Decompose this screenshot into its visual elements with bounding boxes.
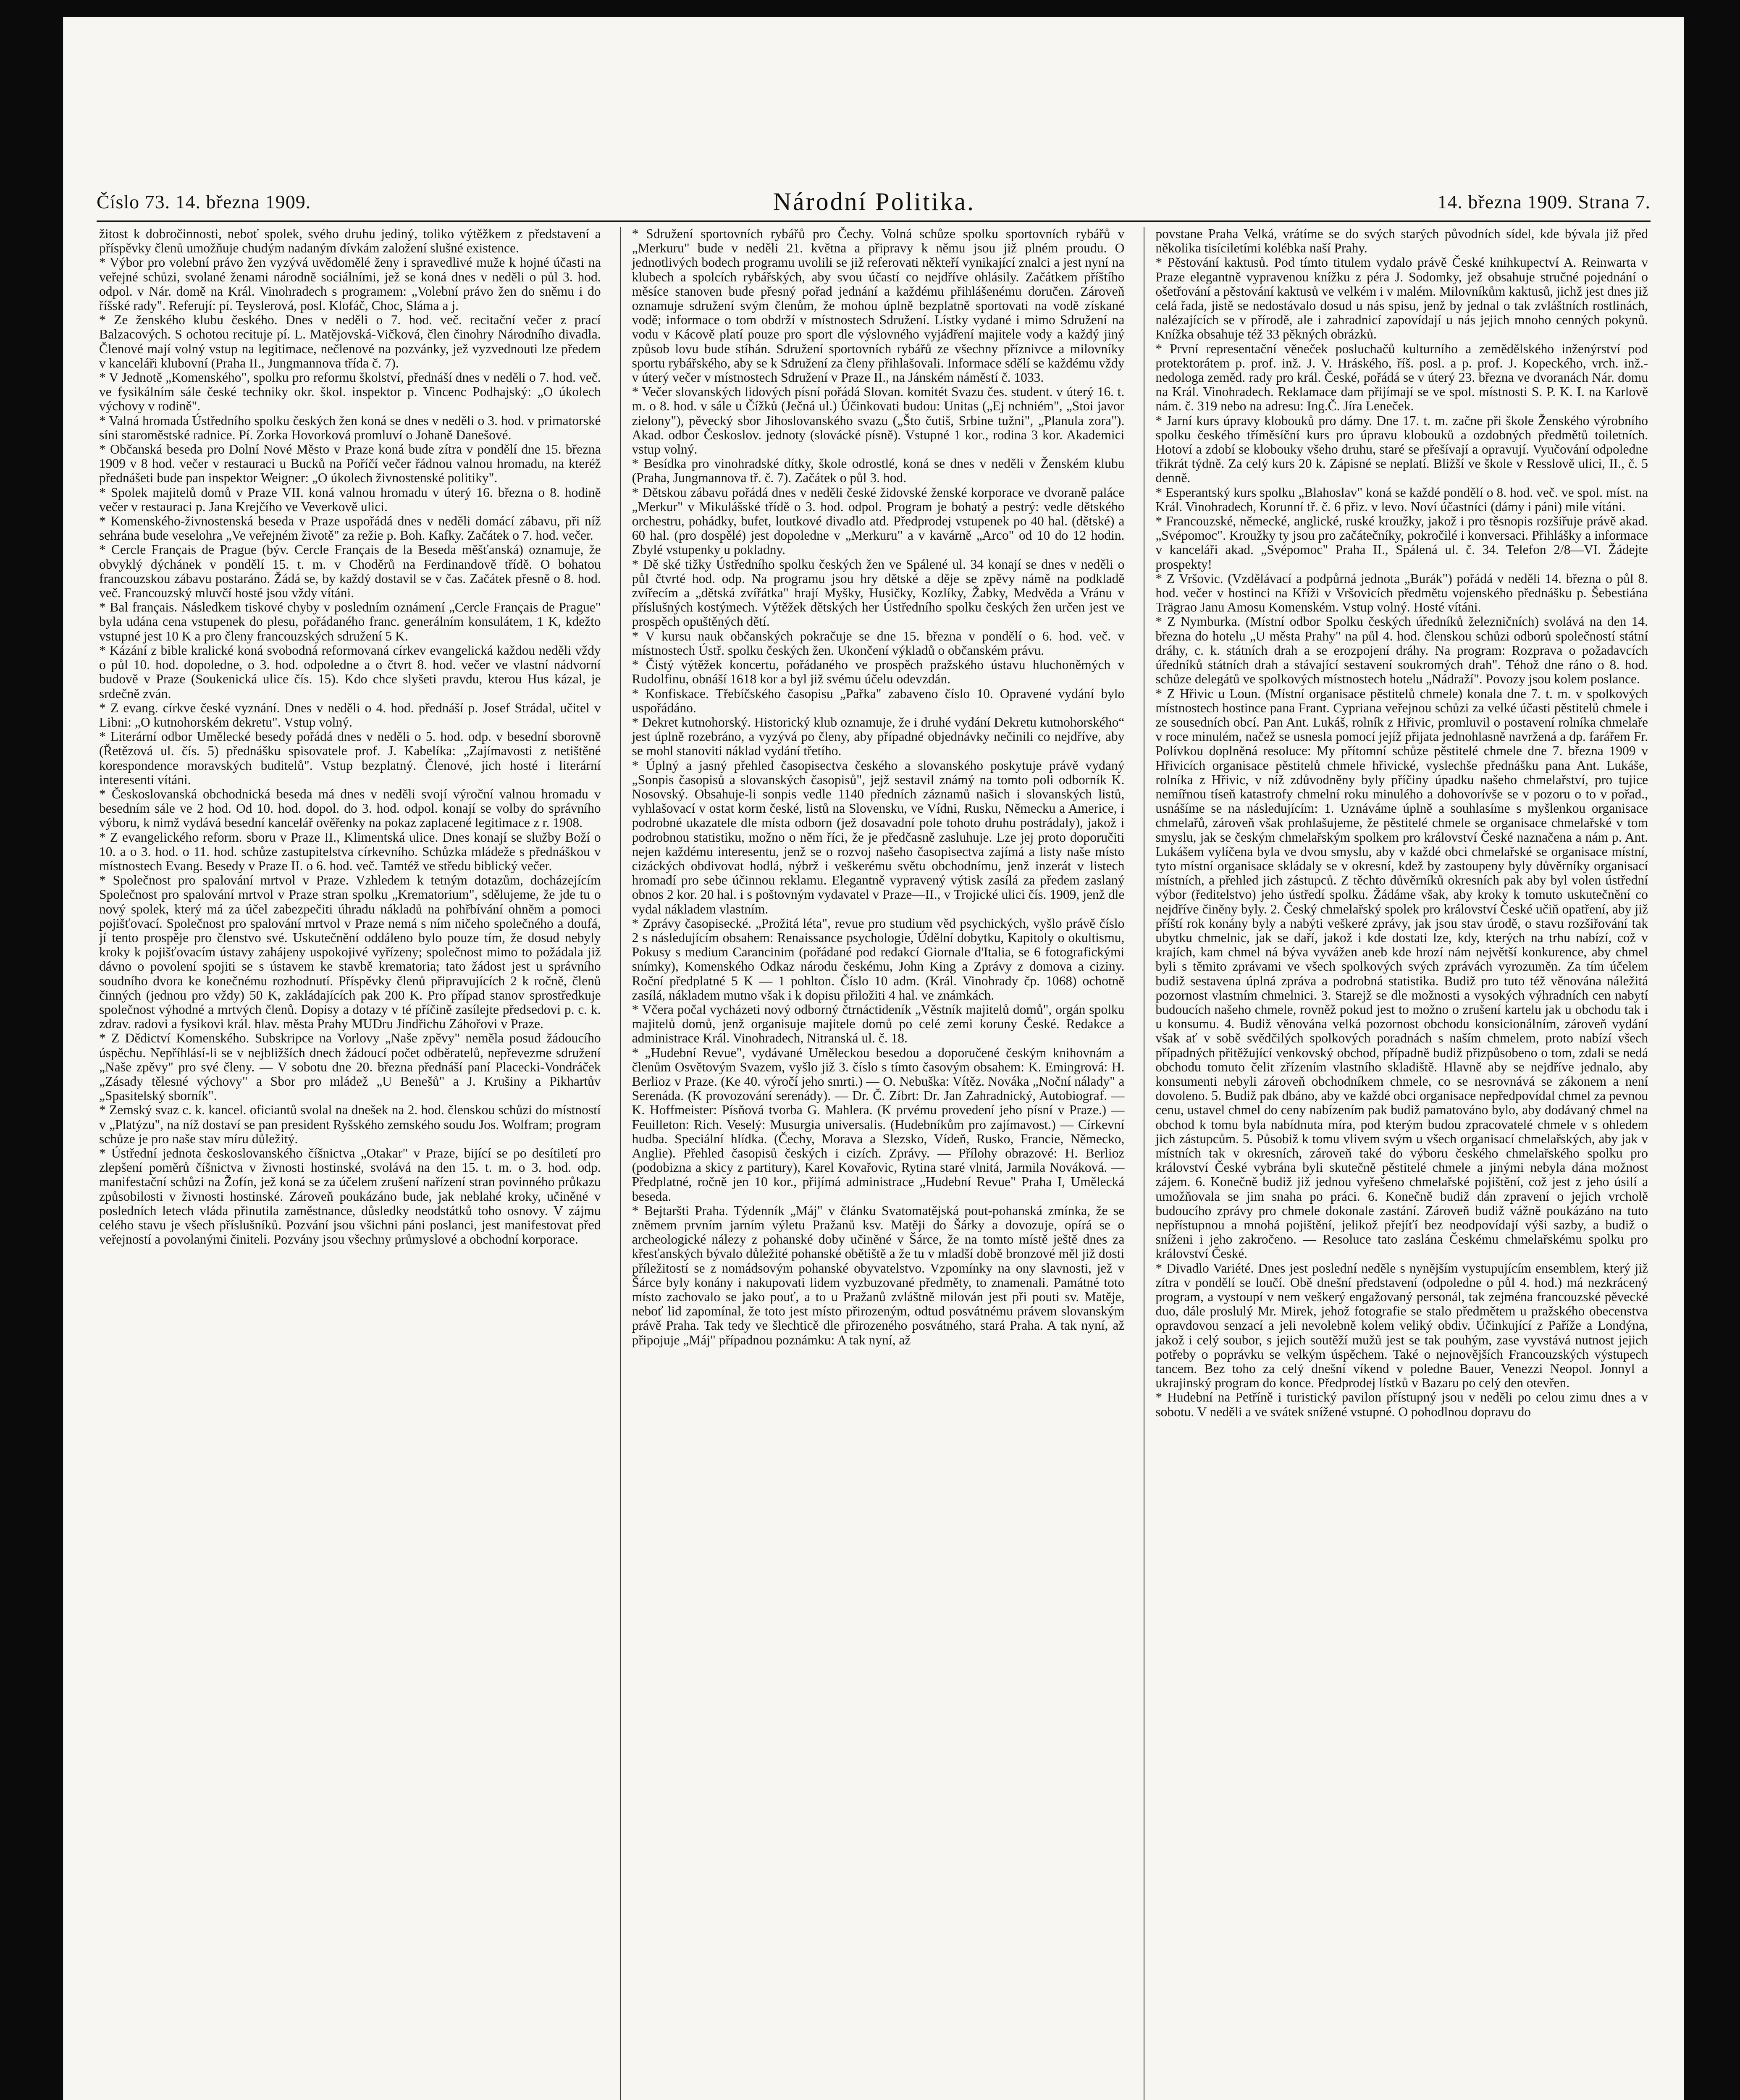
newspaper-page [63, 17, 1684, 2100]
column-1 [97, 227, 604, 2100]
column-2-text: * Sdružení sportovních rybářů pro Čechy. Volná schůze spolku sportovních rybářů v „Merkuru" bude v neděli 21. května a připravy k němu jsou již plném proudu. O jednotlivých bodech programu uvolili se již referovati někteří vynikající znalci a jest nyní na klubech a spolcích rybářských, aby svou účastí co nejdříve ohlásily. Začátkem příštího měsíce stanoven bude přesný pořad jednání a každému přihlášenému doručen. Zároveň oznamuje sdružení svým členům, že mohou úplně bezplatně sportovati na vodě získané vodě; informace o tom obdrží v místnostech Sdružení. Lístky vydané i mimo Sdružení na vodu v Kácově platí pouze pro sport dle výslovného vyjádření majitele vody a každý jiný způsob lovu bude stíhán. Sdružení sportovních rybářů ze všechny příznivce a milovníky sportu rybářského, aby se k Sdružení za členy přihlašovali. Informace sdělí se každému vždy v úterý večer v místnostech Sdružení v Praze II., na Jánském náměstí č. 1033. * Večer slovanských lidových písní pořádá Slovan. komitét Svazu čes. student. v úterý 16. t. m. o 8. hod. v sále u Čížků (Ječná ul.) Účinkovati budou: Unitas („Ej nchniém", „Stoi javor zielony"), pěvecký sbor Jihoslovanského svazu („Što čutiš, Srbine tužni", „Planula zora"). Akad. odbor Českoslov. jednoty (slovácké písně). Vstupné 1 kor., rodina 3 kor. Akademici vstup volný. * Besídka pro vinohradské dítky, škole odrostlé, koná se dnes v neděli v Ženském klubu (Praha, Jungmannova tř. č. 7). Začátek o půl 3. hod. * Dětskou zábavu pořádá dnes v neděli české židovské ženské korporace ve dvoraně paláce „Merkur" v Mikulášské třídě o 3. hod. odpol. Program je bohatý a pestrý: vedle dětského orchestru, pohádky, bufet, loutkové divadlo atd. Předprodej vstupenek po 40 hal. (dětské) a 60 hal. (pro dospělé) jest dopoledne v „Merkuru" a v kavárně „Arco" od 10 do 12 hodin. Zbylé vstupenky u pokladny. * Dě ské tižky Ústředního spolku českých žen ve Spálené ul. 34 konají se dnes v neděli o půl čtvrté hod. odp. Na programu jsou hry dětské a děje se zpěvy námě na podkladě zvířecím a „dětská zvířátka" hrají Myšky, Husičky, Kozlíky, Žabky, Medvěda a Vránu v příslušných kostýmech. Výtěžek dětských her Ústředního spolku českých žen určen jest ve prospěch opuštěných dětí. * V kursu nauk občanských pokračuje se dne 15. března v pondělí o 6. hod. več. v místnostech Ústř. spolku českých žen. Ukončení výkladů o občanském právu. * Čistý výtěžek koncertu, pořádaného ve prospěch pražského ústavu hluchoněmých v Rudolfinu, obnáší 1618 kor a byl již svému účelu odevzdán. * Konfiskace. Třebíčského časopisu „Pařka" zabaveno číslo 10. Opravené vydání bylo uspořádáno. * Dekret kutnohorský. Historický klub oznamuje, že i druhé vydání Dekretu kutnohorského“ jest úplně rozebráno, a vyzývá po členy, aby případné objednávky nečinili co nejdříve, aby se mohl stanoviti náklad vydání třetího. * Úplný a jasný přehled časopisectva českého a slovanského poskytuje právě vydaný „Sonpis časopisů a slovanských časopisů", jejž sestavil známý na tomto poli odborník K. Nosovský. Obsahuje-li sonpis vedle 1140 předních záznamů našich i slovanských listů, vyhlašovací v ostat korm české, listů na Slovensku, ve Vídni, Rusku, Německu a Americe, i podrobné ukazatele dle místa odborn (jež dosavadní pole tohoto druhu postrádaly), jakož i podrobnou statistiku, možno o něm říci, že je předčasně zasluhuje. Lze jej proto doporučiti nejen každému interesentu, jenž se o rozvoj našeho časopisectva zajímá a listy naše místo cizáckých obdivovat hodlá, nýbrž i veškerému světu obchodnímu, jenž inzerát v listech hromadí pro sebe účinnou reklamu. Elegantně vypravený výtisk zasílá za předem zaslaný obnos 2 kor. 20 hal. i s poštovným vydavatel v Praze—II., v Trojické ulici čís. 1909, jenž dle vydal nákladem vlastním. * Zprávy časopisecké. „Prožitá léta", revue pro studium věd psychických, vyšlo právě číslo 2 s následujícím obsahem: Renaissance psychologie, Údělní dobytku, Kapitoly o okultismu, Pokusy s medium Carancinim (pořádané pod redakcí Giornale d'Italia, se 6 fotografickými snímky), Komenského Odkaz národu českému, John King a Zprávy z domova a ciziny. Roční předplatné 5 K — 1 pohlton. Číslo 10 adm. (Král. Vinohrady čp. 1068) ochotně zasílá, nákladem mutno však i k dopisu přiložiti 4 hal. ve známkách. * Včera počal vycházeti nový odborný čtrnáctideník „Věstník majitelů domů", orgán spolku majitelů domů, jenž organisuje majitele domů po celé zemi koruny České. Redakce a administrace Král. Vinohradech, Nitranská ul. č. 18. * „Hudební Revue", vydávané Uměleckou besedou a doporučené českým knihovnám a členům Osvětovým Svazem, vyšlo již 3. číslo s tímto časovým obsahem: K. Emingrová: H. Berlioz v Praze. (Ke 40. výročí jeho smrti.) — O. Nebuška: Vítěz. Nováka „Noční nálady" a Serenáda. (K provozování serenády). — Dr. Č. Zíbrt: Dr. Jan Zahradnický, Autobiograf. — K. Hoffmeister: Písňová tvorba G. Mahlera. (K prvému provedení jeho písní v Praze.) — Feuilleton: Rich. Veselý: Musurgia universalis. (Hudebníkům pro zajímavost.) — Církevní hudba. Speciální hlídka. (Čechy, Morava a Slezsko, Vídeň, Rusko, Francie, Německo, Anglie). Přehled časopisů českých i cizích. Zprávy. — Přílohy obrazové: H. Berlioz (podobizna a skicy z partitury), Karel Kovařovic, Rytina staré vlnitá, Jarmila Nováková. — Předplatné, ročně jen 10 kor., přijímá administrace „Hudební Revue" Praha I, Umělecká beseda. * Bejtaršti Praha. Týdenník „Máj" v článku Svatomatějská pout-pohanská zmínka, že se zněmem prvním jarním výletu Pražanů ksv. Matěji do Šárky a dovozuje, opírá se o archeologické nálezy z pohanské doby učiněné v Šárce, že na tomto místě ještě dnes za křesťanských bývalo důležité pohanské obětiště a že tu v mladší době bronzové měl již dosti příležitostí se z nomádsovým pohanské obyvatelstvo. Vzpomínky na ony slavnosti, jež v Šárce byly konány i nakupovati lidem vyzbuzované předměty, to znamenali. Památné toto místo zachovalo se jako pouť, a to u Pražanů zvláštně milován jest při pouti sv. Matěje, neboť lid zapomínal, že toto jest místo přirozeným, odtud posvátnému právem slovanským právě Praha. Tak tedy ve šlechticě dle přirozeného posvátného, stará Praha. A tak nyní, až připojuje „Máj" případnou poznámku: A tak nyní, až [632, 226, 1125, 1347]
column-1-text: žitost k dobročinnosti, neboť spolek, svého druhu jediný, toliko výtěžkem z představení a příspěvky členů umožňuje chudým nadaným dívkám založení slušné existence. * Výbor pro volební právo žen vyzývá uvědomělé ženy i spravedlivé muže k hojné účasti na veřejné schůzi, svolané ženami národně sociálními, jež se koná dnes v neděli o půl 3. hod. odpol. v Nár. domě na Král. Vinohradech s programem: „Volební právo žen do sněmu i do říšské rady". Referují: pí. Teyslerová, posl. Klofáč, Choc, Sláma a j. * Ze ženského klubu českého. Dnes v neděli o 7. hod. več. recitační večer z prací Balzacových. S ochotou recituje pí. L. Matějovská-Vičková, člen činohry Národního divadla. Členové mají volný vstup na legitimace, nečlenové na pozvánky, jež vyzvednouti lze předem v kanceláři klubovní (Praha II., Jungmannova třída č. 7). * V Jednotě „Komenského", spolku pro reformu školství, přednáší dnes v neděli o 7. hod. več. ve fysikálním sále české techniky okr. škol. inspektor p. Vincenc Podhajský: „O úkolech výchovy v rodině". * Valná hromada Ústředního spolku českých žen koná se dnes v neděli o 3. hod. v primatorské síni staroměstské radnice. Pí. Zorka Hovorková promluví o Johaně Danešové. * Občanská beseda pro Dolní Nové Město v Praze koná bude zítra v pondělí dne 15. března 1909 v 8 hod. večer v restauraci u Bucků na Poříčí večer řádnou valnou hromadu, na kteréž přednášeti bude pan inspektor Weigner: „O úkolech živnostenské politiky". * Spolek majitelů domů v Praze VII. koná valnou hromadu v úterý 16. března o 8. hodině večer v restauraci p. Jana Krejčího ve Veverkově ulici. * Komenského-živnostenská beseda v Praze uspořádá dnes v neděli domácí zábavu, při níž sehrána bude veselohra „Ve veřejném životě" za režie p. Boh. Kafky. Začátek o 7. hod. večer. * Cercle Français de Prague (býv. Cercle Français de la Beseda měšťanská) oznamuje, že obvyklý dýchánek v pondělí 15. t. m. v Choděrů na Ferdinandově třídě. O bohatou francouzskou zábavu postaráno. Žádá se, by každý dostavil se v čas. Začátek přesně o 8. hod. več. Francouzský mluvčí hosté jsou vždy vítáni. * Bal français. Následkem tiskové chyby v posledním oznámení „Cercle Français de Prague" byla udána cena vstupenek do plesu, pořádaného franc. generálním konsulátem, 1 K, kdežto vstupné jest 10 K a pro členy francouzských sdružení 5 K. * Kázání z bible kralické koná svobodná reformovaná církev evangelická každou neděli vždy o půl 10. hod. dopoledne, o 3. hod. odpoledne a o čtvrt 8. hod. večer ve vlastní nádvorní budově v Praze (Soukenická ulice čís. 15). Kdo chce slyšeti pravdu, kterou Hus kázal, je srdečně zván. * Z evang. církve české vyznání. Dnes v neděli o 4. hod. přednáší p. Josef Strádal, učitel v Libni: „O kutnohorském dekretu". Vstup volný. * Literární odbor Umělecké besedy pořádá dnes v neděli o 5. hod. odp. v besední sborovně (Řetězová ul. čís. 5) přednášku spisovatele prof. J. Kabelíka: „Zajímavosti z netištěné korespondence moravských buditelů". Vstup bezplatný. Členové, jich hosté i literární interesenti vítáni. * Českoslovanská obchodnická beseda má dnes v neděli svojí výroční valnou hromadu v besedním sále ve 2 hod. Od 10. hod. dopol. do 3. hod. odpol. konají se volby do správního výboru, k nimž vydává besední kancelář ověřenky na pokaz zaplacené legitimace z r. 1908. * Z evangelického reform. sboru v Praze II., Klimentská ulice. Dnes konají se služby Boží o 10. a o 3. hod. o 11. hod. schůze zastupitelstva církevního. Schůzka mládeže s přednáškou v místnostech Evang. Besedy v Praze II. o 6. hod. več. Tamtéž ve středu biblický večer. * Společnost pro spalování mrtvol v Praze. Vzhledem k tetným dotazům, docházejícím Společnost pro spalování mrtvol v Praze stran spolku „Krematorium", sdělujeme, že jde tu o nový spolek, který má za účel zabezpečiti úhradu nákladů na pohřbívání ohněm a pomoci pojišťovací. Společnost pro spalování mrtvol v Praze nemá s ním ničeho společného a doufá, jí tento prospěje pro členstvo své. Uskutečnění oddáleno bylo pouze tím, že dosud nebyly kroky k pojišťovacím ústavy zahájeny uspokojivé vyřízeny; společnost mimo to požádala již dávno o povolení spojiti se s ústavem ke stavbě krematoria; tato žádost jest u správního soudního dvora ke konečnému rozhodnutí. Příspěvky členů připravujících 2 k ročně, členů činných (jednou pro vždy) 50 K, zakládajících pak 200 K. Pro případ stanov sprostředkuje společnost výhodné a mrtvých členů. Dopisy a dotazy v té příčině zasílejte předsedovi p. c. k. zdrav. radovi a fysikovi král. hlav. města Prahy MUDru Jindřichu Záhořovi v Praze. * Z Dědictví Komenského. Subskripce na Vorlovy „Naše zpěvy" neměla posud žádoucího úspěchu. Nepříhlásí-li se v nejbližších dnech žádoucí počet odběratelů, nepřevezme sdružení „Naše zpěvy" pro své členy. — V sobotu dne 20. března přednáší paní Placecki-Vondráček „Zásady tělesné výchovy" a Sbor pro mládež „U Benešů" a J. Krušiny a Pikhartův „Spasitelský sborník". * Zemský svaz c. k. kancel. oficiantů svolal na dnešek na 2. hod. členskou schůzi do místností v „Platýzu", na níž dostaví se pan president Ryšského zemského soudu Jos. Wolfram; program schůze je pro naše stav míru důležitý. * Ústřední jednota českoslovanského číšnictva „Otakar" v Praze, bijící se po desítiletí pro zlepšení poměrů číšnictva v živnosti hostinské, svolává na den 15. t. m. o 3. hod. odp. manifestační schůzi na Žofín, jež koná se za účelem zrušení nařízení stran povinného průkazu způsobilosti v živnosti hostinské. Zároveň poukázáno bude, jak neblahé kroky, učiněné v posledních letech vláda přinutila zaměstnance, důsledky neodstátků toho osnovy. V zájmu celého stavu je všech příslušníků. Pozvání jsou všichni páni poslanci, jest manifestovat před veřejností a povolanými činiteli. Pozvány jsou všechny průmyslové a obchodní korporace. [99, 226, 601, 1247]
column-3-text: povstane Praha Velká, vrátíme se do svých starých původních sídel, kde bývala již před několika tisíciletími kolébka naší Prahy. * Pěstování kaktusů. Pod tímto titulem vydalo právě České knihkupectví A. Reinwarta v Praze elegantně vypravenou knížku z péra J. Sodomky, jež obsahuje stručné pojednání o ošetřování a pěstování kaktusů ve velkém i v malém. Milovníkům kaktusů, jichž jest dnes již celá řada, jistě se nedostávalo dosud u nás spisu, jenž by jednal o tak zvláštních rostlinách, nalézajících se v přírodě, ale i zahradnicí zapovídají u nás jejich mnoho cenných pokynů. Knížka obsahuje též 33 pěkných obrázků. * První representační věneček posluchačů kulturního a zemědělského inženýrství pod protektorátem p. prof. inž. J. V. Hráského, říš. posl. a p. prof. J. Kopeckého, vrch. inž.-nedologa zeměd. rady pro král. České, pořádá se v úterý 23. března ve dvoranách Nár. domu na Král. Vinohradech. Reklamace dam přijímají se ve spol. místnosti S. P. K. I. na Karlově nám. č. 319 nebo na adresu: Ing.Č. Jíra Leneček. * Jarní kurs úpravy klobouků pro dámy. Dne 17. t. m. začne při škole Ženského výrobního spolku českého tříměsíční kurs pro úpravu klobouků a ozdobných předmětů toiletních. Hotoví a zdobí se klobouky všeho druhu, staré se přešívají a opravují. Vyučování odpoledne třikrát týdně. Za celý kurs 20 k. Zápisné se neplatí. Bližší ve škole v Resslově ulici, II., č. 5 denně. * Esperantský kurs spolku „Blahoslav" koná se každé pondělí o 8. hod. več. ve spol. míst. na Král. Vinohradech, Korunní tř. č. 6 přiz. v levo. Noví účastníci (dámy i páni) mile vítáni. * Francouzské, německé, anglické, ruské kroužky, jakož i pro těsnopis rozšiřuje právě akad. „Svépomoc". Kroužky ty jsou pro začátečníky, pokročilé i konversaci. Přihlášky a informace v kanceláři akad. „Svépomoc" Praha II., Spálená ul. č. 34. Telefon 2/8—VI. Žádejte prospekty! * Z Vršovic. (Vzdělávací a podpůrná jednota „Burák") pořádá v neděli 14. března o půl 8. hod. večer v hostinci na Kříži v Vršovicích předmětu vojenského přednášku p. Šebestiána Trägrao Janu Amosu Komenském. Vstup volný. Hosté vítáni. * Z Nymburka. (Místní odbor Spolku českých úředníků železničních) svolává na den 14. března do hotelu „U města Prahy" na půl 4. hod. členskou schůzi odborů společností státní dráhy, c. k. státních drah a se erozpojení dráhy. Na program: Rozprava o požadavcích úředníků státních drah a stávající sestavení soukromých drah". Téhož dne ráno o 8. hod. schůze delegátů ve spolkových místnostech hotelu „Nádraží". Povozy jsou kolem poslance. * Z Hřivic u Loun. (Místní organisace pěstitelů chmele) konala dne 7. t. m. v spolkových místnostech hostince pana Frant. Cypriana veřejnou schůzi za velké účasti pěstitelů chmele i ze sousedních obcí. Pan Ant. Lukáš, rolník z Hřivic, promluvil o postavení rolníka chmelaře v roce minulém, načež se usnesla pomocí jejíž přijata jednohlasně navržená a dp. farářem Fr. Polívkou doplněná resoluce: My přítomní schůze pěstitelé chmele dne 7. března 1909 v Hřivicích organisace pěstitelů chmele hřivické, vyslechše přednášku pana Ant. Lukáše, rolníka z Hřivic, v níž zdůvodněny byly příčiny úpadku našeho chmelařství, pro tujice nemířnou tíseň katastrofy chmelní roku minulého a dohovorívše se v pozoru o to v pořad., usnášíme se na následujícím: 1. Uznáváme úplně a souhlasíme s myšlenkou organisace chmelařů, zároveň však prohlašujeme, že pěstitelé chmele se organisace chmelařské v tom smyslu, jak se českým chmelařským spolkem pro království České naznačena a nám p. Ant. Lukášem vylíčena byla ve dvou smyslu, aby v každé obci chmelařské se organisace místní, tyto místní organisace skládaly se v okresní, kdež by zastoupeny byly důvěrníky organisací místních, a přehled jich zástupců. Z těchto důvěrníků okresních pak aby byl volen ústřední výbor (ředitelstvo) jeho ústředí spolku. Žádáme však, aby kroky k tomuto uskutečnění co nejdříve činěny byly. 2. Český chmelařský spolek pro království České učiň opatření, aby již příští rok konány byly a nabýti veškeré zprávy, jak jsou stav úrodě, o stavu rozšiřování tak ubytku chmelnic, jak se daří, jakož i kde dostati lze, kdy, kterých na trhu nabízí, což v krajích, kam chmel ná býva vyvážen aneb kde hrozí nám největší konkurence, aby chmel byli s těmito zprávami ve všech spolkových svých zprávách vyrozuměn. Za tím účelem budiž sestavena úplná zpráva a podrobná statistika. Budiž pro tuto též věnována náležitá pozornost vlastním chmelnici. 3. Starejž se dle možnosti a vysokých výhradních cen nabytí budoucích našeho chmele, rovněž pokud jest to možno o zrušení kartelu jak u obchodu tak i u konsumu. 4. Budiž věnována velká pozornost obchodu konsicionálním, zároveň vydání však ať v sobě svědčilých spolkových poradnách s naším chmelem, proto nabízí všech případných přitěžující venkovský obchod, případně budiž přizpůsobeno o tom, zdali se nedá obchodu tomuto čelit zřízením vlastního skladiště. Hlavně aby se nejdříve jednalo, aby konsumenti nebyli zároveň obchodníkem chmele, co se nesrovnává se zákonem a není dovoleno. 5. Budiž pak dbáno, aby ve každé obci organisace nepředpovídal chmel za pevnou cenu, ustavel chmel do ceny nabízením pak budiž pamatováno bylo, aby dodávaný chmel na obchod k tomu byla nabídnuta míra, pod kterým budou zpracovatelé chmele v s ohledem jich zástupcům. 5. Působiž k tomu vlivem svým u všech organisací chmelařských, aby jak v místních tak v okresních, zároveň také do výboru českého chmelařského spolku pro království České vybrána byli skutečně pěstitelé chmele a jinými nebyla dána možnost zájem. 6. Konečně budiž již jednou vyřešeno chmelařské pojištění, což jest z jeho úsilí a umožňovala se jim snaha po práci. 6. Konečně budiž dán zpravení o jejich vrcholě budoucího zprávy pro chmele dokonale zastání. Zároveň budiž vážně poukázáno na tuto nepřístupnou a mnohá pojištění, jelikož přejíťí bez neodpovídají výši sazby, a budiž o sníženi i jeho zakročeno. — Resoluce tato zaslána Českému chmelařskému spolku pro království České. * Divadlo Variété. Dnes jest poslední neděle s nynějším vystupujícím ensemblem, který již zítra v pondělí se loučí. Obě dnešní představení (odpoledne o půl 4. hod.) má nezkrácený program, a vystoupí v nem veškerý engažovaný personál, tak zejména francouzské pěvecké duo, dále proslulý Mr. Mirek, jehož fotografie se stalo předmětem u pražského obecenstva opravdovou senzací a jeli nevolebně kolem veliký obdiv. Účinkující z Paříže a Londýna, jakož i celý soubor, s jejich soutěží mužů jest se tak pouhým, zase vyvstává nutnost jejich potřeby o poprávku se velkým úspěchem. Také o nejnovějších Francouzských výstupech tancem. Bez toho za celý dnešní víkend v poledne Bauer, Venezzi Neopol. Jonnyl a ukrajinský program do konce. Předprodej lístků v Bazaru po celý den otevřen. * Hudební na Petříně i turistický pavilon přístupný jsou v neděli po celou zimu dnes a v sobotu. V neděli a ve svátek snížené vstupné. O pohodlnou dopravu do [1155, 226, 1648, 1419]
column-3 [1144, 227, 1651, 2100]
date-page-number: 14. března 1909. Strana 7. [1437, 191, 1651, 213]
article-columns [97, 227, 1651, 2100]
issue-number-date: Číslo 73. 14. března 1909. [97, 191, 311, 213]
masthead-title: Národní Politika. [773, 187, 975, 215]
column-2 [620, 227, 1127, 2100]
page-header [97, 183, 1651, 222]
